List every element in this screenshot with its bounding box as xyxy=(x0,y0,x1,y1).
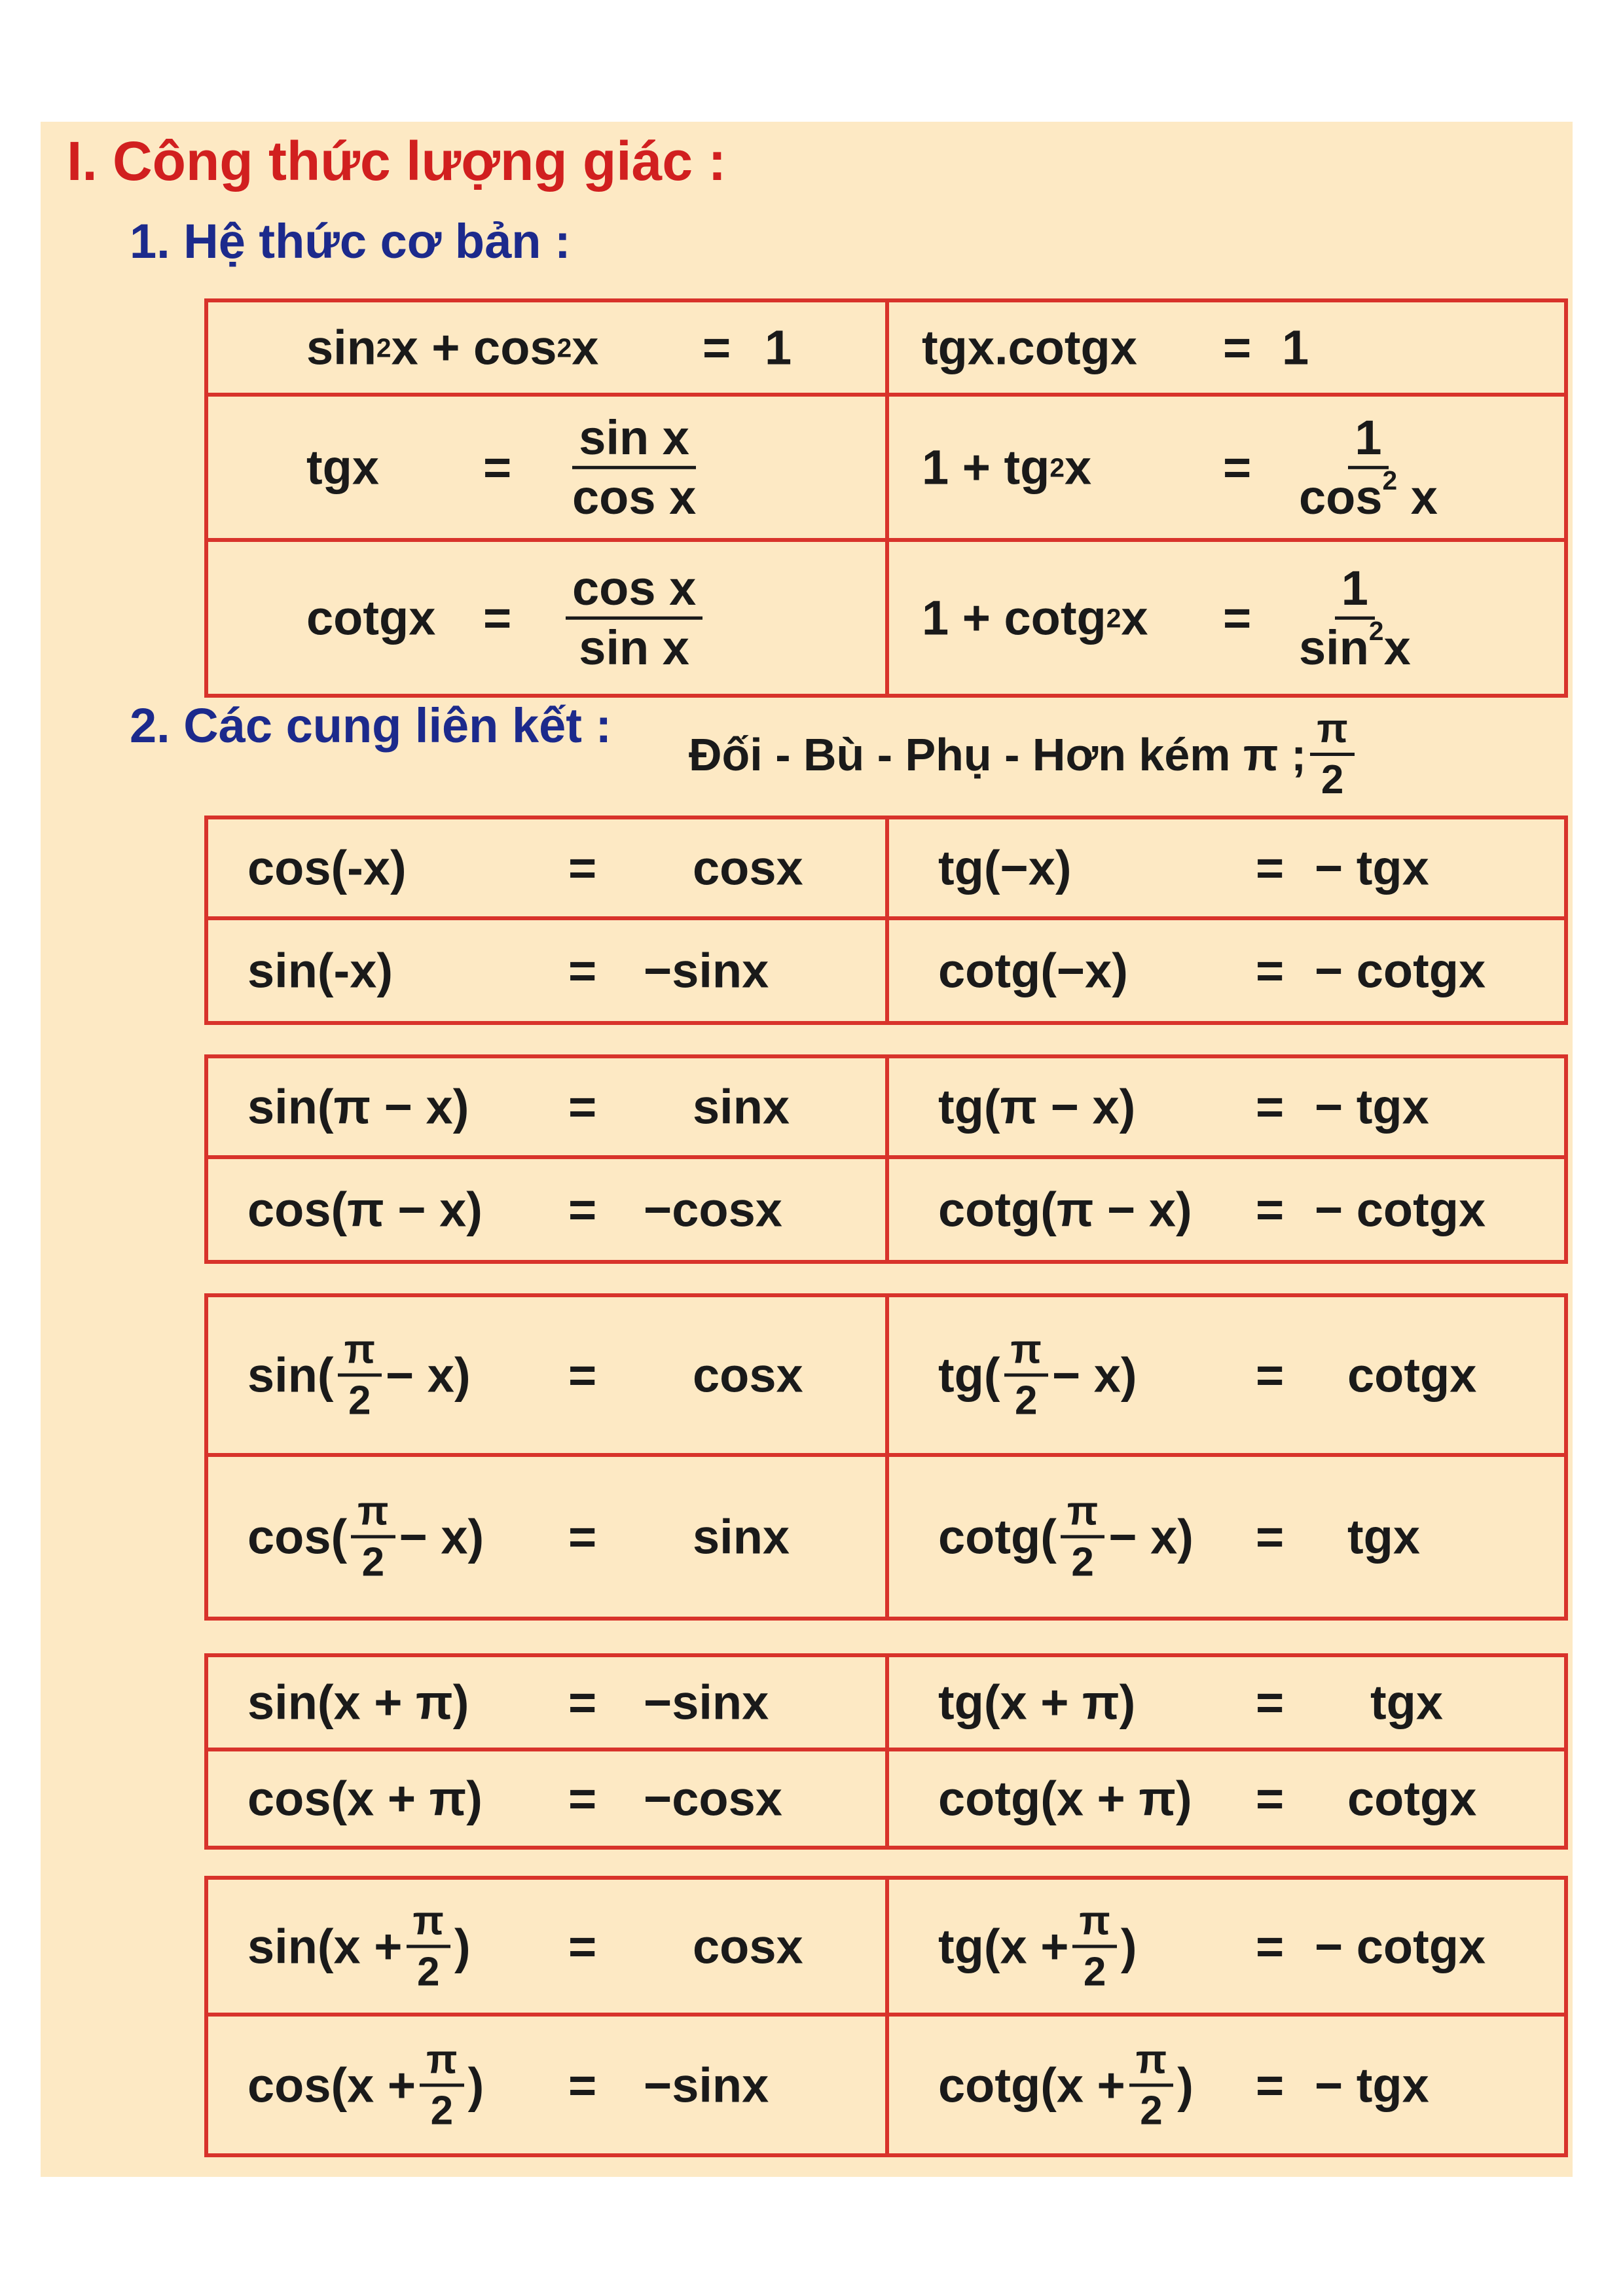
formula-lhs: cotg(x + π) xyxy=(938,1771,1192,1826)
equals-sign: = xyxy=(568,1919,597,1973)
equals-sign: = xyxy=(702,320,731,375)
complementary-angles-table xyxy=(204,1293,1568,1621)
formula-cell xyxy=(208,1058,889,1159)
formula-lhs: cotg(π − x) xyxy=(938,1182,1192,1237)
equals-sign: = xyxy=(1256,2058,1285,2112)
formula-lhs: sin(π − x) xyxy=(247,1079,469,1134)
identity-cotg-square xyxy=(889,542,1564,694)
formula-cell xyxy=(889,1657,1564,1751)
equals-sign: = xyxy=(1256,943,1285,998)
equals-sign: = xyxy=(568,1509,597,1564)
formula-rhs: 1 xyxy=(1282,320,1309,375)
formula-cell xyxy=(889,1751,1564,1846)
equals-sign: = xyxy=(483,440,512,495)
formula-lhs: 1 + tg 2 x xyxy=(922,440,1092,495)
formula-rhs: tgx xyxy=(1347,1509,1420,1564)
equals-sign: = xyxy=(1223,320,1252,375)
formula-cell xyxy=(208,1159,889,1260)
pi-shift-angles-table xyxy=(204,1653,1568,1850)
main-heading: I. Công thức lượng giác : xyxy=(67,130,727,192)
formula-cell xyxy=(889,1159,1564,1260)
formula-cell xyxy=(889,1880,1564,2017)
related-angles-subtitle: Đối - Bù - Phụ - Hơn kém π ; π 2 xyxy=(689,708,1359,801)
formula-lhs: cos(x + $\frac{\pi}{2}$ ) xyxy=(247,2036,484,2133)
formula-lhs: sin( π 2 − x) xyxy=(247,1327,471,1424)
formula-rhs: −sinx xyxy=(644,943,769,998)
formula-lhs: cos(-x) xyxy=(247,840,407,895)
formula-lhs: cos(π − x) xyxy=(247,1182,483,1237)
formula-rhs: sinx xyxy=(693,1509,790,1564)
formula-cell xyxy=(889,819,1564,920)
formula-cell xyxy=(208,920,889,1021)
equals-sign: = xyxy=(568,1348,597,1403)
formula-lhs: cos( π 2 − x) xyxy=(247,1488,484,1585)
formula-rhs: − cotgx xyxy=(1315,943,1486,998)
formula-rhs: − tgx xyxy=(1315,1079,1429,1134)
formula-cell xyxy=(889,920,1564,1021)
formula-lhs: tgx.cotgx xyxy=(922,320,1137,375)
formula-cell xyxy=(208,1880,889,2017)
formula-lhs: tg(−x) xyxy=(938,840,1072,895)
formula-cell xyxy=(208,1457,889,1617)
formula-rhs: cotgx xyxy=(1347,1771,1477,1826)
equals-sign: = xyxy=(568,2058,597,2112)
formula-rhs: sinx xyxy=(693,1079,790,1134)
formula-rhs: −cosx xyxy=(644,1771,782,1826)
formula-lhs: tg(π − x) xyxy=(938,1079,1136,1134)
supplementary-angles-table xyxy=(204,1054,1568,1264)
formula-rhs: cosx xyxy=(693,840,803,895)
formula-rhs: 1 xyxy=(765,320,792,375)
formula-cell xyxy=(889,2017,1564,2153)
equals-sign: = xyxy=(1256,1509,1285,1564)
formula-cell xyxy=(889,1058,1564,1159)
equals-sign: = xyxy=(568,840,597,895)
opposite-angles-table xyxy=(204,816,1568,1025)
formula-cell xyxy=(208,1297,889,1457)
formula-rhs: 1 $\cos^2 x$ xyxy=(1299,410,1438,524)
formula-sheet xyxy=(41,122,1573,2177)
equals-sign: = xyxy=(1223,590,1252,645)
section-basic-identities-heading: 1. Hệ thức cơ bản : xyxy=(130,214,571,268)
equals-sign: = xyxy=(1256,1675,1285,1730)
equals-sign: = xyxy=(568,1182,597,1237)
section-related-angles-heading: 2. Các cung liên kết : xyxy=(130,698,612,753)
identity-tg-square xyxy=(889,397,1564,542)
formula-rhs: − tgx xyxy=(1315,840,1429,895)
equals-sign: = xyxy=(1256,1182,1285,1237)
formula-lhs: tg( π 2 − x) xyxy=(938,1327,1137,1424)
formula-lhs: sin 2 x + cos 2 x xyxy=(306,320,599,375)
formula-lhs: sin(x + $\frac{\pi}{2}$ ) xyxy=(247,1897,471,1994)
equals-sign: = xyxy=(1256,1348,1285,1403)
equals-sign: = xyxy=(568,943,597,998)
formula-lhs: cotg( π 2 − x) xyxy=(938,1488,1194,1585)
equals-sign: = xyxy=(483,590,512,645)
formula-rhs: sin x cos x xyxy=(572,410,697,524)
equals-sign: = xyxy=(568,1771,597,1826)
basic-identities-table xyxy=(204,298,1568,698)
formula-rhs: 1 $\sin^2x$ xyxy=(1299,560,1411,675)
formula-lhs: tg(x + π) xyxy=(938,1675,1136,1730)
formula-rhs: cosx xyxy=(693,1919,803,1973)
identity-pythagorean xyxy=(208,302,889,397)
formula-lhs: 1 + cotg 2 x xyxy=(922,590,1148,645)
equals-sign: = xyxy=(568,1675,597,1730)
identity-tg-cotg-product xyxy=(889,302,1564,397)
formula-lhs: cos(x + π) xyxy=(247,1771,483,1826)
formula-cell xyxy=(208,1751,889,1846)
equals-sign: = xyxy=(1256,1771,1285,1826)
formula-cell xyxy=(208,2017,889,2153)
formula-rhs: cos x sin x xyxy=(562,563,706,673)
equals-sign: = xyxy=(568,1079,597,1134)
identity-cotg-ratio xyxy=(208,542,889,694)
identity-tg-ratio xyxy=(208,397,889,542)
formula-rhs: −sinx xyxy=(644,2058,769,2112)
formula-rhs: cotgx xyxy=(1347,1348,1477,1403)
formula-cell xyxy=(889,1297,1564,1457)
formula-lhs: tgx xyxy=(306,440,379,495)
formula-cell xyxy=(208,819,889,920)
equals-sign: = xyxy=(1256,1079,1285,1134)
formula-lhs: tg(x + $\frac{\pi}{2}$ ) xyxy=(938,1897,1137,1994)
formula-cell xyxy=(889,1457,1564,1617)
formula-lhs: cotgx xyxy=(306,590,436,645)
formula-lhs: sin(-x) xyxy=(247,943,393,998)
formula-rhs: cosx xyxy=(693,1348,803,1403)
formula-rhs: − tgx xyxy=(1315,2058,1429,2112)
formula-rhs: −sinx xyxy=(644,1675,769,1730)
formula-rhs: − cotgx xyxy=(1315,1919,1486,1973)
formula-lhs: cotg(x + $\frac{\pi}{2}$ ) xyxy=(938,2036,1194,2133)
formula-cell xyxy=(208,1657,889,1751)
formula-lhs: sin(x + π) xyxy=(247,1675,469,1730)
formula-rhs: −cosx xyxy=(644,1182,782,1237)
half-pi-shift-angles-table xyxy=(204,1876,1568,2157)
equals-sign: = xyxy=(1256,1919,1285,1973)
equals-sign: = xyxy=(1223,440,1252,495)
equals-sign: = xyxy=(1256,840,1285,895)
formula-rhs: − cotgx xyxy=(1315,1182,1486,1237)
formula-rhs: tgx xyxy=(1370,1675,1443,1730)
formula-lhs: cotg(−x) xyxy=(938,943,1128,998)
